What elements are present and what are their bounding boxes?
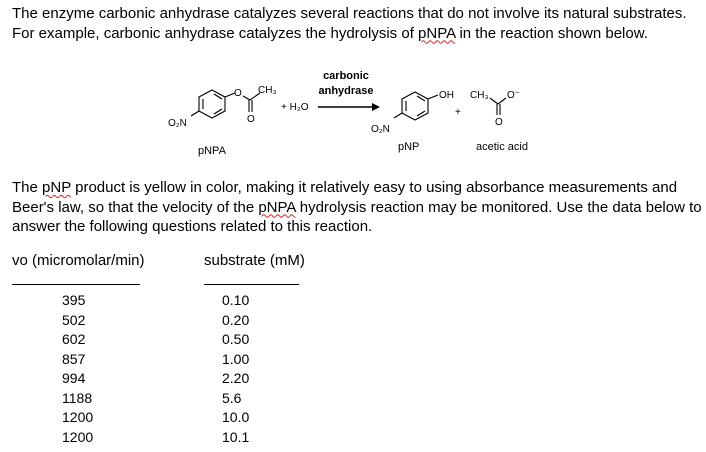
water-label: + H₂O bbox=[281, 102, 309, 113]
substrate-cell: 2.20 bbox=[222, 370, 250, 386]
label-pnp: pNP bbox=[398, 141, 420, 153]
substrate-cell: 0.20 bbox=[222, 311, 250, 328]
enzyme-label-line1: carbonic bbox=[323, 70, 369, 82]
substrate-cell: 1.00 bbox=[222, 350, 250, 367]
body-term-pnpa: pNPA bbox=[258, 198, 296, 216]
plus-sign: + bbox=[455, 107, 461, 118]
substrate-cell: 10.1 bbox=[222, 428, 250, 445]
acetate-o-minus: O⁻ bbox=[507, 90, 521, 101]
reactant-ester-o: O bbox=[234, 88, 242, 99]
velocity-cell: 502 bbox=[62, 311, 86, 328]
reaction-arrow bbox=[372, 103, 380, 111]
intro-term-pnpa: pNPA bbox=[418, 24, 456, 42]
substrate-cell: 10.0 bbox=[222, 409, 250, 425]
velocity-cell: 857 bbox=[62, 350, 86, 367]
reactant-no2-label: O₂N bbox=[168, 118, 187, 129]
velocity-column bbox=[62, 291, 93, 447]
intro-text-2: in the reaction shown below. bbox=[455, 24, 648, 42]
enzyme-label-line2: anhydrase bbox=[318, 85, 374, 97]
substrate-cell: 0.50 bbox=[222, 331, 250, 347]
label-pnpa: pNPA bbox=[198, 145, 226, 157]
intro-text-1: The enzyme carbonic anhydrase catalyzes several reactions that do not involve its natural substrates. For example, carbonic anhydrase catalyzes the hydrolysis of bbox=[12, 5, 687, 42]
body-term-pnp: pNP bbox=[42, 179, 71, 196]
reaction-scheme bbox=[150, 60, 570, 160]
body-text-3: hydrolysis reaction may be monitored. Use the data below to answer the following questions related to this reaction. bbox=[12, 198, 702, 235]
body-text-2: product is yellow in color, making it relatively easy to using absorbance measurements and Beer's law, so that the velocity of the bbox=[12, 179, 678, 216]
intro-paragraph bbox=[12, 4, 702, 43]
header-rule-velocity bbox=[12, 284, 140, 285]
label-acetic-acid: acetic acid bbox=[476, 141, 528, 153]
reactant-carbonyl-o: O bbox=[247, 114, 255, 125]
velocity-cell: 1200 bbox=[62, 428, 94, 445]
substrate-column bbox=[222, 291, 249, 447]
velocity-cell: 1200 bbox=[62, 409, 94, 425]
header-substrate: substrate (mM) bbox=[204, 252, 305, 269]
product-oh-label: OH bbox=[439, 90, 454, 101]
body-paragraph bbox=[12, 178, 702, 237]
velocity-cell: 602 bbox=[62, 331, 86, 347]
substrate-cell: 0.10 bbox=[222, 292, 250, 308]
header-velocity: vo (micromolar/min) bbox=[12, 252, 145, 269]
header-rule-substrate bbox=[204, 284, 299, 285]
velocity-cell: 1188 bbox=[62, 389, 93, 406]
product-no2-label: O₂N bbox=[371, 124, 390, 135]
body-text-1: The bbox=[12, 179, 43, 196]
velocity-cell: 395 bbox=[62, 292, 86, 308]
acetate-ch3: CH₃ bbox=[470, 90, 489, 101]
substrate-cell: 5.6 bbox=[222, 389, 242, 406]
reactant-ch3: CH₃ bbox=[258, 85, 277, 96]
acetate-carbonyl-o: O bbox=[495, 117, 503, 128]
velocity-cell: 994 bbox=[62, 370, 86, 386]
